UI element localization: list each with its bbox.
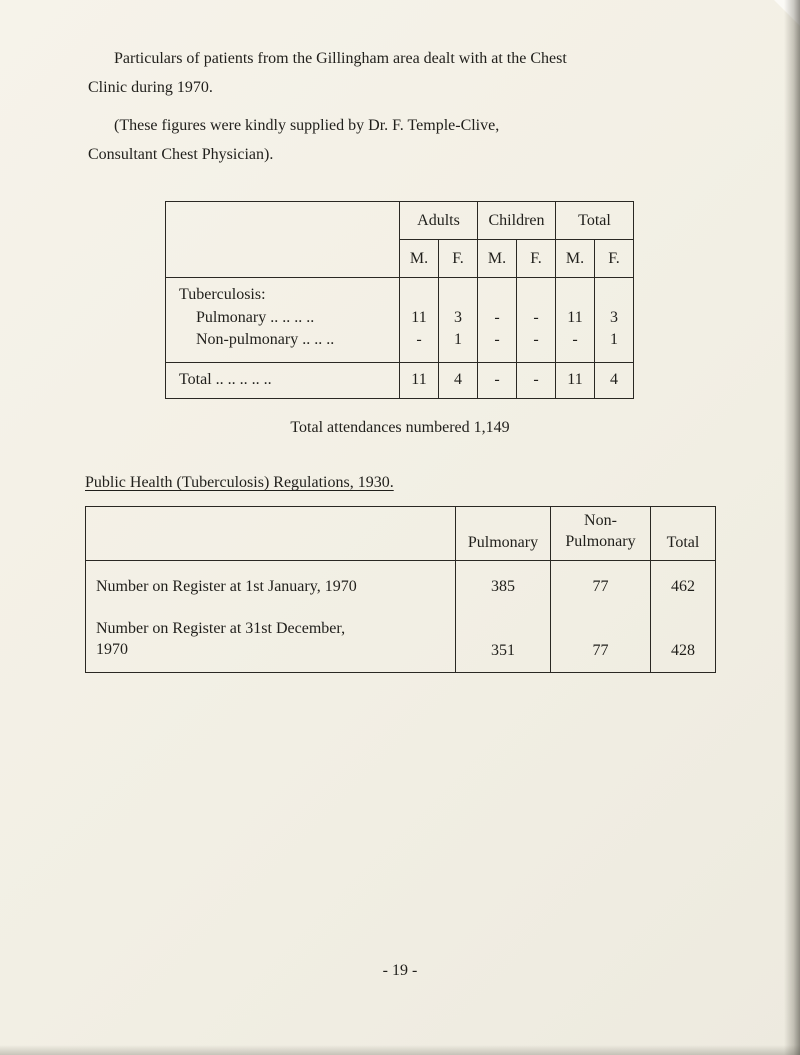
table1-cell	[595, 278, 634, 306]
table1-row-nonpulmonary-label: Non-pulmonary .. .. ..	[166, 331, 400, 363]
scan-corner-artifact	[774, 0, 800, 26]
table1-total-cell: 4	[439, 362, 478, 398]
table1-cell: -	[478, 306, 517, 331]
table2-row-december-label-line2: 1970	[96, 641, 128, 658]
regulations-heading: Public Health (Tuberculosis) Regulations, 1930.	[85, 474, 394, 491]
table2-cell: 385	[456, 561, 551, 613]
table1-cell: -	[517, 306, 556, 331]
table2-cell: 77	[551, 561, 651, 613]
page-number: - 19 -	[382, 962, 418, 979]
scan-shadow-right	[784, 0, 800, 1055]
table1-cell: -	[517, 331, 556, 363]
table1-section-label: Tuberculosis:	[166, 278, 400, 306]
table1-group-adults: Adults	[400, 202, 478, 240]
table1-cell	[400, 278, 439, 306]
credit-paragraph	[88, 111, 720, 169]
table1-subheader-adults-m: M.	[400, 240, 439, 278]
intro-line-1: Particulars of patients from the Gillingham area dealt with at the Chest	[114, 50, 567, 67]
table1-subheader-children-f: F.	[517, 240, 556, 278]
table2-cell: 462	[651, 561, 716, 613]
tuberculosis-register-table	[85, 506, 716, 673]
table2-header-total: Total	[651, 507, 716, 561]
intro-paragraph	[88, 44, 720, 102]
credit-line-1: (These figures were kindly supplied by Dr. F. Temple-Clive,	[114, 117, 500, 134]
table1-cell: 11	[556, 306, 595, 331]
table2-row-december-label	[86, 613, 456, 673]
table1-subheader-total-f: F.	[595, 240, 634, 278]
table1-total-cell: 11	[556, 362, 595, 398]
table1-total-cell: -	[478, 362, 517, 398]
table1-subheader-adults-f: F.	[439, 240, 478, 278]
intro-line-2: Clinic during 1970.	[88, 79, 213, 96]
table1-cell: 3	[439, 306, 478, 331]
table1-total-cell: 11	[400, 362, 439, 398]
table2-cell: 351	[456, 613, 551, 673]
table1-total-cell: -	[517, 362, 556, 398]
table1-cell: 1	[439, 331, 478, 363]
table2-header-nonpulmonary-line2: Pulmonary	[565, 533, 636, 550]
table1-total-label: Total .. .. .. .. ..	[166, 362, 400, 398]
table1-total-cell: 4	[595, 362, 634, 398]
table1-stub-header	[166, 202, 400, 278]
table1-row-pulmonary-label: Pulmonary .. .. .. ..	[166, 306, 400, 331]
table2-header-nonpulmonary-line1: Non-	[584, 512, 617, 529]
table1-cell: -	[478, 331, 517, 363]
table1-subheader-children-m: M.	[478, 240, 517, 278]
table1-cell	[478, 278, 517, 306]
table2-row-january-label: Number on Register at 1st January, 1970	[86, 561, 456, 613]
credit-line-2: Consultant Chest Physician).	[88, 146, 274, 163]
scan-shadow-bottom	[0, 1045, 800, 1055]
table1-cell: -	[556, 331, 595, 363]
table1-group-total: Total	[556, 202, 634, 240]
table2-header-pulmonary: Pulmonary	[456, 507, 551, 561]
table1-cell	[439, 278, 478, 306]
table2-cell: 428	[651, 613, 716, 673]
table1-group-children: Children	[478, 202, 556, 240]
table2-row-december-label-line1: Number on Register at 31st December,	[96, 620, 346, 637]
table1-cell: 1	[595, 331, 634, 363]
table2-cell: 77	[551, 613, 651, 673]
table1-cell: 3	[595, 306, 634, 331]
table2-stub-header	[86, 507, 456, 561]
table2-header-nonpulmonary	[551, 507, 651, 561]
table1-cell: -	[400, 331, 439, 363]
attendances-note: Total attendances numbered 1,149	[290, 419, 510, 436]
table1-cell	[556, 278, 595, 306]
table1-subheader-total-m: M.	[556, 240, 595, 278]
tuberculosis-patients-table	[165, 201, 634, 399]
table1-cell	[517, 278, 556, 306]
table1-cell: 11	[400, 306, 439, 331]
